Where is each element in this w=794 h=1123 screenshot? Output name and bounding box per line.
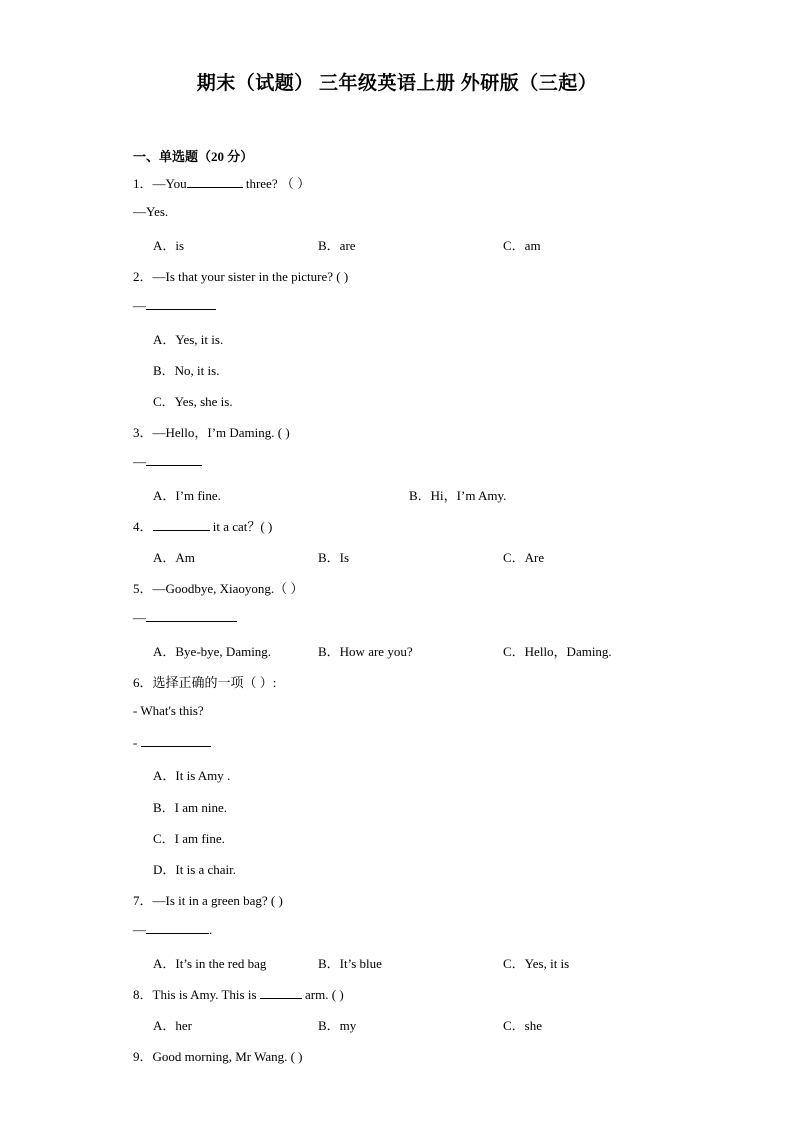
answer-blank[interactable] bbox=[260, 986, 302, 999]
question-1-option-a[interactable]: A．is bbox=[153, 238, 185, 253]
page-title: 期末（试题） 三年级英语上册 外研版（三起） bbox=[196, 73, 598, 94]
question-2-option-b[interactable]: B．No, it is. bbox=[153, 363, 220, 378]
question-7-option-c[interactable]: C．Yes, it is bbox=[503, 956, 570, 971]
answer-blank[interactable] bbox=[146, 453, 202, 466]
question-8-option-a[interactable]: A．her bbox=[153, 1018, 192, 1033]
question-5-answer: — bbox=[133, 609, 237, 626]
question-3-answer: — bbox=[133, 453, 202, 470]
question-8-option-c[interactable]: C．she bbox=[503, 1018, 543, 1033]
question-3-option-b[interactable]: B．Hi，I’m Amy. bbox=[409, 488, 507, 503]
question-7-option-b[interactable]: B．It’s blue bbox=[318, 956, 382, 971]
question-6-option-d[interactable]: D．It is a chair. bbox=[153, 862, 237, 877]
question-4-option-a[interactable]: A．Am bbox=[153, 550, 195, 565]
question-9-stem: 9．Good morning, Mr Wang. ( ) bbox=[133, 1049, 303, 1064]
question-1-answer: —Yes. bbox=[133, 204, 169, 219]
question-5-option-b[interactable]: B．How are you? bbox=[318, 644, 413, 659]
question-7-answer: — . bbox=[133, 922, 213, 937]
question-5-option-c[interactable]: C．Hello，Daming. bbox=[503, 644, 612, 659]
answer-blank[interactable] bbox=[146, 921, 209, 934]
question-2-option-c[interactable]: C．Yes, she is. bbox=[153, 394, 233, 409]
answer-blank[interactable] bbox=[187, 175, 243, 188]
question-5-stem: 5．—Goodbye, Xiaoyong.（ ） bbox=[133, 581, 304, 596]
question-6-option-b[interactable]: B．I am nine. bbox=[153, 800, 228, 815]
question-6-prompt: - What's this? bbox=[133, 703, 204, 718]
question-6-option-a[interactable]: A．It is Amy . bbox=[153, 768, 231, 783]
answer-blank[interactable] bbox=[146, 297, 216, 310]
answer-blank[interactable] bbox=[153, 518, 210, 531]
question-6-option-c[interactable]: C．I am fine. bbox=[153, 831, 225, 846]
answer-blank[interactable] bbox=[146, 609, 237, 622]
question-8-stem: 8．This is Amy. This is arm. ( ) bbox=[133, 987, 344, 1002]
question-7-option-a[interactable]: A．It’s in the red bag bbox=[153, 956, 267, 971]
question-1-option-c[interactable]: C．am bbox=[503, 238, 541, 253]
question-6-answer: - bbox=[133, 734, 211, 751]
question-6-stem: 6．选择正确的一项（ ）: bbox=[133, 675, 277, 690]
answer-blank[interactable] bbox=[141, 734, 211, 747]
question-2-stem: 2．—Is that your sister in the picture? ( ) bbox=[133, 269, 349, 284]
question-8-option-b[interactable]: B．my bbox=[318, 1018, 357, 1033]
question-2-answer: — bbox=[133, 297, 216, 314]
question-5-option-a[interactable]: A．Bye-bye, Daming. bbox=[153, 644, 272, 659]
question-3-stem: 3．—Hello，I’m Daming. ( ) bbox=[133, 425, 290, 440]
question-2-option-a[interactable]: A．Yes, it is. bbox=[153, 332, 224, 347]
question-1-option-b[interactable]: B．are bbox=[318, 238, 356, 253]
question-1-stem: 1．—You three? （ ） bbox=[133, 176, 311, 191]
question-4-option-c[interactable]: C．Are bbox=[503, 550, 545, 565]
question-7-stem: 7．—Is it in a green bag? ( ) bbox=[133, 893, 283, 908]
question-4-stem: 4． it a cat？( ) bbox=[133, 519, 273, 534]
question-4-option-b[interactable]: B．Is bbox=[318, 550, 350, 565]
question-3-option-a[interactable]: A．I’m fine. bbox=[153, 488, 221, 503]
section-heading: 一、单选题（20 分） bbox=[133, 149, 254, 164]
